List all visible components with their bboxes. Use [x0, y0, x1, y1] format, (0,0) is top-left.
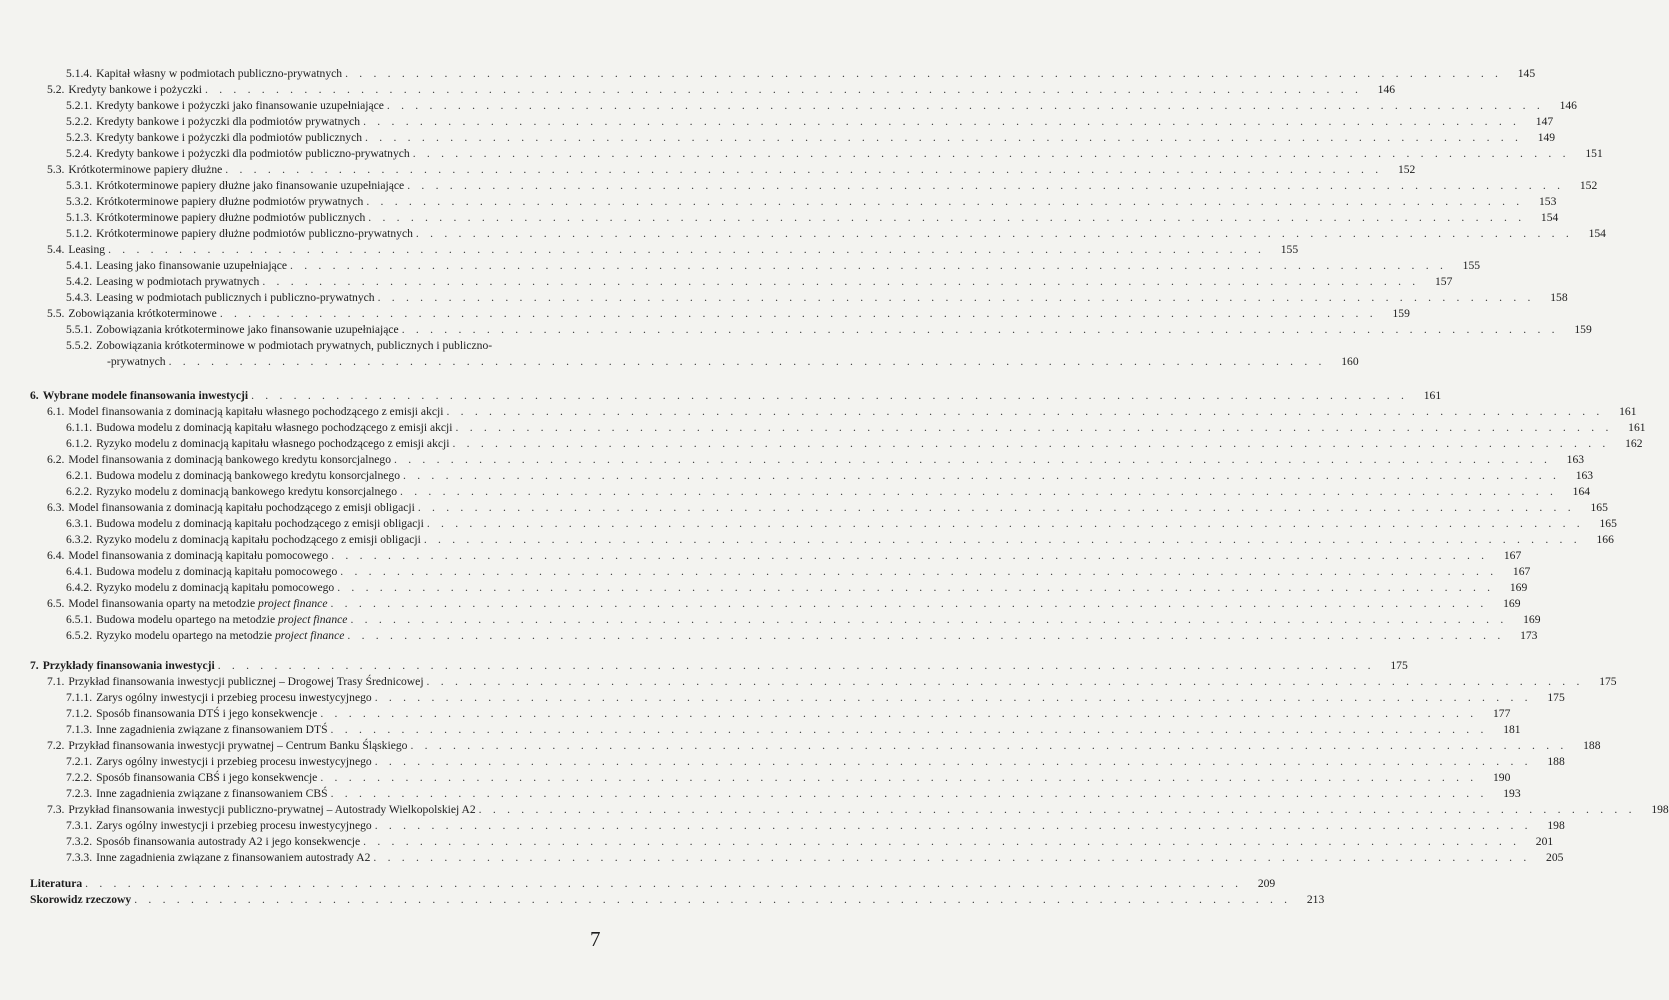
- toc-entry[interactable]: [66, 210, 1559, 226]
- entry-title: Budowa modelu z dominacją kapitału pochodzącego z emisji obligacji: [96, 517, 424, 530]
- entry-number: 7.2.: [47, 739, 65, 752]
- dot-leader: . . . . . . . . . . . . . . . . . . . . . . . . . . . . . . . . . . . . . . . . . . . . . . . . . . . . . . . . . . . . . . . . . . . . . . . . . . . . . . . . . .: [423, 533, 1581, 546]
- entry-number: 6.4.2.: [66, 581, 93, 594]
- entry-title: Sposób finansowania DTŚ i jego konsekwencje: [96, 707, 318, 720]
- entry-page: 147: [1535, 115, 1554, 128]
- entry-page: 175: [1599, 675, 1617, 688]
- entry-title: Leasing w podmiotach prywatnych: [96, 275, 260, 288]
- entry-title: Zobowiązania krótkoterminowe jako finansowanie uzupełniające: [96, 323, 399, 336]
- entry-number: 6.5.2.: [66, 629, 93, 642]
- entry-page: 177: [1492, 707, 1511, 720]
- entry-number: 7.1.1.: [66, 691, 93, 704]
- entry-number: 6.2.2.: [66, 485, 93, 498]
- italic-term: project finance: [278, 613, 348, 626]
- entry-title: -prywatnych: [107, 355, 166, 368]
- dot-leader: . . . . . . . . . . . . . . . . . . . . . . . . . . . . . . . . . . . . . . . . . . . . . . . . . . . . . . . . . . . . . . . . . . . . . . . . . . . . . . . . . .: [134, 893, 1292, 906]
- dot-leader: . . . . . . . . . . . . . . . . . . . . . . . . . . . . . . . . . . . . . . . . . . . . . . . . . . . . . . . . . . . . . . . . . . . . . . . . . . . . . . . . . .: [368, 211, 1526, 224]
- entry-page: 193: [1503, 787, 1521, 800]
- toc-entry[interactable]: [66, 436, 1643, 452]
- dot-leader: . . . . . . . . . . . . . . . . . . . . . . . . . . . . . . . . . . . . . . . . . . . . . . . . . . . . . . . . . . . . . . . . . . . . . . . . . . . . . . . . . .: [205, 83, 1363, 96]
- dot-leader: . . . . . . . . . . . . . . . . . . . . . . . . . . . . . . . . . . . . . . . . . . . . . . . . . . . . . . . . . . . . . . . . . . . . . . . . . . . . . . . . . .: [168, 355, 1326, 368]
- toc-chapter[interactable]: [30, 388, 1442, 404]
- chapter-title: Przykłady finansowania inwestycji: [42, 659, 215, 672]
- entry-page: 169: [1509, 581, 1528, 594]
- entry-title: Ryzyko modelu z dominacją kapitału pomocowego: [96, 581, 335, 594]
- entry-page: 161: [1619, 405, 1637, 418]
- dot-leader: . . . . . . . . . . . . . . . . . . . . . . . . . . . . . . . . . . . . . . . . . . . . . . . . . . . . . . . . . . . . . . . . . . . . . . . . . . . . . . . . . .: [225, 163, 1383, 176]
- entry-page: 158: [1550, 291, 1568, 304]
- dot-leader: . . . . . . . . . . . . . . . . . . . . . . . . . . . . . . . . . . . . . . . . . . . . . . . . . . . . . . . . . . . . . . . . . . . . . . . . . . . . . . . . . .: [394, 453, 1552, 466]
- toc-entry[interactable]: [47, 162, 1416, 178]
- entry-number: 5.1.3.: [66, 211, 93, 224]
- entry-page: 167: [1503, 549, 1522, 562]
- toc-entry[interactable]: [66, 580, 1528, 596]
- dot-leader: . . . . . . . . . . . . . . . . . . . . . . . . . . . . . . . . . . . . . . . . . . . . . . . . . . . . . . . . . . . . . . . . . . . . . . . . . . . . . . . . . .: [377, 291, 1535, 304]
- entry-page: 162: [1625, 437, 1643, 450]
- dot-leader: . . . . . . . . . . . . . . . . . . . . . . . . . . . . . . . . . . . . . . . . . . . . . . . . . . . . . . . . . . . . . . . . . . . . . . . . . . . . . . . . . .: [426, 675, 1584, 688]
- toc-entry[interactable]: [66, 484, 1591, 500]
- dot-leader: . . . . . . . . . . . . . . . . . . . . . . . . . . . . . . . . . . . . . . . . . . . . . . . . . . . . . . . . . . . . . . . . . . . . . . . . . . . . . . . . . .: [330, 723, 1488, 736]
- entry-title: Zarys ogólny inwestycji i przebieg procesu inwestycyjnego: [96, 819, 372, 832]
- toc-entry[interactable]: [66, 146, 1603, 162]
- entry-title: Leasing jako finansowanie uzupełniające: [96, 259, 287, 272]
- dot-leader: . . . . . . . . . . . . . . . . . . . . . . . . . . . . . . . . . . . . . . . . . . . . . . . . . . . . . . . . . . . . . . . . . . . . . . . . . . . . . . . . . .: [320, 771, 1478, 784]
- entry-number: 6.1.: [47, 405, 65, 418]
- entry-number: 6.4.: [47, 549, 65, 562]
- dot-leader: . . . . . . . . . . . . . . . . . . . . . . . . . . . . . . . . . . . . . . . . . . . . . . . . . . . . . . . . . . . . . . . . . . . . . . . . . . . . . . . . . .: [340, 565, 1498, 578]
- entry-page: 201: [1535, 835, 1554, 848]
- dot-leader: . . . . . . . . . . . . . . . . . . . . . . . . . . . . . . . . . . . . . . . . . . . . . . . . . . . . . . . . . . . . . . . . . . . . . . . . . . . . . . . . . .: [363, 115, 1521, 128]
- entry-page: 181: [1503, 723, 1521, 736]
- entry-number: 5.4.3.: [66, 291, 93, 304]
- entry-title: Leasing: [68, 243, 106, 256]
- dot-leader: . . . . . . . . . . . . . . . . . . . . . . . . . . . . . . . . . . . . . . . . . . . . . . . . . . . . . . . . . . . . . . . . . . . . . . . . . . . . . . . . . .: [374, 691, 1532, 704]
- entry-number: 5.2.: [47, 83, 65, 96]
- entry-page: 157: [1435, 275, 1453, 288]
- entry-page: 190: [1492, 771, 1511, 784]
- toc-entry[interactable]: [66, 322, 1592, 338]
- entry-number: 5.1.2.: [66, 227, 93, 240]
- entry-title: Sposób finansowania CBŚ i jego konsekwencje: [96, 771, 318, 784]
- entry-page: 169: [1503, 597, 1521, 610]
- entry-page: 159: [1574, 323, 1592, 336]
- index-title: Skorowidz rzeczowy: [30, 893, 132, 906]
- entry-number: 6.3.1.: [66, 517, 93, 530]
- toc-entry[interactable]: [66, 850, 1564, 866]
- entry-number: 7.1.2.: [66, 707, 93, 720]
- dot-leader: . . . . . . . . . . . . . . . . . . . . . . . . . . . . . . . . . . . . . . . . . . . . . . . . . . . . . . . . . . . . . . . . . . . . . . . . . . . . . . . . . .: [330, 787, 1488, 800]
- entry-number: 5.3.2.: [66, 195, 93, 208]
- entry-page: 151: [1585, 147, 1603, 160]
- dot-leader: . . . . . . . . . . . . . . . . . . . . . . . . . . . . . . . . . . . . . . . . . . . . . . . . . . . . . . . . . . . . . . . . . . . . . . . . . . . . . . . . . .: [446, 405, 1604, 418]
- dot-leader: . . . . . . . . . . . . . . . . . . . . . . . . . . . . . . . . . . . . . . . . . . . . . . . . . . . . . . . . . . . . . . . . . . . . . . . . . . . . . . . . . .: [374, 755, 1532, 768]
- entry-page: 161: [1628, 421, 1646, 434]
- entry-number: 7.1.3.: [66, 723, 93, 736]
- dot-leader: . . . . . . . . . . . . . . . . . . . . . . . . . . . . . . . . . . . . . . . . . . . . . . . . . . . . . . . . . . . . . . . . . . . . . . . . . . . . . . . . . .: [337, 581, 1495, 594]
- entry-page: 159: [1392, 307, 1410, 320]
- entry-page: 198: [1651, 803, 1669, 816]
- entry-title: Przykład finansowania inwestycji prywatnej – Centrum Banku Śląskiego: [68, 739, 408, 752]
- entry-page: 165: [1590, 501, 1608, 514]
- entry-title: Kredyty bankowe i pożyczki dla podmiotów publicznych: [96, 131, 363, 144]
- dot-leader: . . . . . . . . . . . . . . . . . . . . . . . . . . . . . . . . . . . . . . . . . . . . . . . . . . . . . . . . . . . . . . . . . . . . . . . . . . . . . . . . . .: [262, 275, 1420, 288]
- entry-number: 6.3.2.: [66, 533, 93, 546]
- toc-entry[interactable]: [47, 674, 1617, 690]
- toc-entry[interactable]: [66, 706, 1511, 722]
- entry-number: 5.5.2.: [66, 339, 93, 352]
- entry-number: 6.4.1.: [66, 565, 93, 578]
- entry-title: Budowa modelu z dominacją bankowego kredytu konsorcjalnego: [96, 469, 401, 482]
- entry-number: 5.4.1.: [66, 259, 93, 272]
- entry-page: 161: [1423, 389, 1442, 402]
- dot-leader: . . . . . . . . . . . . . . . . . . . . . . . . . . . . . . . . . . . . . . . . . . . . . . . . . . . . . . . . . . . . . . . . . . . . . . . . . . . . . . . . . .: [219, 307, 1377, 320]
- entry-number: 5.5.1.: [66, 323, 93, 336]
- dot-leader: . . . . . . . . . . . . . . . . . . . . . . . . . . . . . . . . . . . . . . . . . . . . . . . . . . . . . . . . . . . . . . . . . . . . . . . . . . . . . . . . . .: [374, 819, 1532, 832]
- entry-title: Ryzyko modelu z dominacją kapitału własnego pochodzącego z emisji akcji: [96, 437, 450, 450]
- toc-chapter[interactable]: [30, 658, 1408, 674]
- toc-entry[interactable]: [47, 242, 1299, 258]
- chapter-title: Wybrane modele finansowania inwestycji: [42, 389, 249, 402]
- entry-title: Sposób finansowania autostrady A2 i jego konsekwencje: [96, 835, 361, 848]
- entry-number: 7.2.3.: [66, 787, 93, 800]
- entry-number: 6.1.1.: [66, 421, 93, 434]
- dot-leader: . . . . . . . . . . . . . . . . . . . . . . . . . . . . . . . . . . . . . . . . . . . . . . . . . . . . . . . . . . . . . . . . . . . . . . . . . . . . . . . . . .: [108, 243, 1266, 256]
- entry-page: 152: [1397, 163, 1416, 176]
- toc-entry[interactable]: [66, 564, 1531, 580]
- dot-leader: . . . . . . . . . . . . . . . . . . . . . . . . . . . . . . . . . . . . . . . . . . . . . . . . . . . . . . . . . . . . . . . . . . . . . . . . . . . . . . . . . .: [366, 195, 1524, 208]
- toc-entry[interactable]: [66, 258, 1481, 274]
- entry-page: 146: [1377, 83, 1396, 96]
- toc-entry[interactable]: [66, 114, 1554, 130]
- entry-page: 163: [1575, 469, 1594, 482]
- entry-title: Przykład finansowania inwestycji publicznej – Drogowej Trasy Średnicowej: [68, 675, 424, 688]
- entry-number: 7.3.3.: [66, 851, 93, 864]
- entry-page: 165: [1599, 517, 1617, 530]
- entry-number: 5.2.3.: [66, 131, 93, 144]
- dot-leader: . . . . . . . . . . . . . . . . . . . . . . . . . . . . . . . . . . . . . . . . . . . . . . . . . . . . . . . . . . . . . . . . . . . . . . . . . . . . . . . . . .: [320, 707, 1478, 720]
- dot-leader: . . . . . . . . . . . . . . . . . . . . . . . . . . . . . . . . . . . . . . . . . . . . . . . . . . . . . . . . . . . . . . . . . . . . . . . . . . . . . . . . . .: [400, 485, 1558, 498]
- toc-entry[interactable]: [66, 226, 1606, 242]
- dot-leader: . . . . . . . . . . . . . . . . . . . . . . . . . . . . . . . . . . . . . . . . . . . . . . . . . . . . . . . . . . . . . . . . . . . . . . . . . . . . . . . . . .: [331, 549, 1489, 562]
- entry-page: 213: [1306, 893, 1325, 906]
- entry-title: Kredyty bankowe i pożyczki dla podmiotów prywatnych: [96, 115, 361, 128]
- entry-title: Zarys ogólny inwestycji i przebieg procesu inwestycyjnego: [96, 691, 372, 704]
- dot-leader: . . . . . . . . . . . . . . . . . . . . . . . . . . . . . . . . . . . . . . . . . . . . . . . . . . . . . . . . . . . . . . . . . . . . . . . . . . . . . . . . . .: [217, 659, 1375, 672]
- entry-number: 5.3.1.: [66, 179, 93, 192]
- entry-page: 153: [1538, 195, 1557, 208]
- entry-title: Kapitał własny w podmiotach publiczno-prywatnych: [96, 67, 343, 80]
- entry-title: Model finansowania z dominacją kapitału własnego pochodzącego z emisji akcji: [68, 405, 444, 418]
- entry-title: Zarys ogólny inwestycji i przebieg procesu inwestycyjnego: [96, 755, 372, 768]
- entry-page: 155: [1280, 243, 1299, 256]
- entry-number: 5.4.: [47, 243, 65, 256]
- entry-number: 6.5.: [47, 597, 65, 610]
- toc-entry[interactable]: [66, 690, 1565, 706]
- toc-entry[interactable]: [66, 628, 1538, 644]
- entry-page: 164: [1572, 485, 1591, 498]
- entry-title: Model finansowania z dominacją kapitału pochodzącego z emisji obligacji: [68, 501, 415, 514]
- entry-title: Krótkoterminowe papiery dłużne: [68, 163, 223, 176]
- dot-leader: . . . . . . . . . . . . . . . . . . . . . . . . . . . . . . . . . . . . . . . . . . . . . . . . . . . . . . . . . . . . . . . . . . . . . . . . . . . . . . . . . .: [417, 501, 1575, 514]
- entry-number: 7.1.: [47, 675, 65, 688]
- toc-entry[interactable]: [66, 722, 1521, 738]
- dot-leader: . . . . . . . . . . . . . . . . . . . . . . . . . . . . . . . . . . . . . . . . . . . . . . . . . . . . . . . . . . . . . . . . . . . . . . . . . . . . . . . . . .: [251, 389, 1409, 402]
- dot-leader: . . . . . . . . . . . . . . . . . . . . . . . . . . . . . . . . . . . . . . . . . . . . . . . . . . . . . . . . . . . . . . . . . . . . . . . . . . . . . . . . . .: [347, 629, 1505, 642]
- entry-title: Inne zagadnienia związane z finansowaniem CBŚ: [96, 787, 328, 800]
- toc-entry[interactable]: [47, 802, 1669, 818]
- entry-page: 163: [1566, 453, 1585, 466]
- dot-leader: . . . . . . . . . . . . . . . . . . . . . . . . . . . . . . . . . . . . . . . . . . . . . . . . . . . . . . . . . . . . . . . . . . . . . . . . . . . . . . . . . .: [85, 877, 1243, 890]
- entry-page: 205: [1546, 851, 1564, 864]
- entry-page: 188: [1583, 739, 1601, 752]
- entry-title: Ryzyko modelu z dominacją kapitału pochodzącego z emisji obligacji: [96, 533, 421, 546]
- dot-leader: . . . . . . . . . . . . . . . . . . . . . . . . . . . . . . . . . . . . . . . . . . . . . . . . . . . . . . . . . . . . . . . . . . . . . . . . . . . . . . . . . .: [386, 99, 1544, 112]
- entry-page: 155: [1462, 259, 1481, 272]
- dot-leader: . . . . . . . . . . . . . . . . . . . . . . . . . . . . . . . . . . . . . . . . . . . . . . . . . . . . . . . . . . . . . . . . . . . . . . . . . . . . . . . . . .: [365, 131, 1523, 144]
- entry-page: 198: [1547, 819, 1565, 832]
- entry-number: 7.2.1.: [66, 755, 93, 768]
- dot-leader: . . . . . . . . . . . . . . . . . . . . . . . . . . . . . . . . . . . . . . . . . . . . . . . . . . . . . . . . . . . . . . . . . . . . . . . . . . . . . . . . . .: [350, 613, 1508, 626]
- entry-number: 5.2.2.: [66, 115, 93, 128]
- entry-title: Kredyty bankowe i pożyczki dla podmiotów publiczno-prywatnych: [96, 147, 410, 160]
- entry-number: 5.2.4.: [66, 147, 93, 160]
- dot-leader: . . . . . . . . . . . . . . . . . . . . . . . . . . . . . . . . . . . . . . . . . . . . . . . . . . . . . . . . . . . . . . . . . . . . . . . . . . . . . . . . . .: [403, 469, 1561, 482]
- toc-entry[interactable]: [47, 548, 1522, 564]
- entry-title: Krótkoterminowe papiery dłużne jako finansowanie uzupełniające: [96, 179, 405, 192]
- entry-title: Kredyty bankowe i pożyczki jako finansowanie uzupełniające: [96, 99, 384, 112]
- entry-title: Budowa modelu z dominacją kapitału własnego pochodzącego z emisji akcji: [96, 421, 453, 434]
- toc-entry[interactable]: [66, 338, 601, 354]
- italic-term: project finance: [258, 597, 328, 610]
- entry-title: Model finansowania z dominacją bankowego kredytu konsorcjalnego: [68, 453, 391, 466]
- dot-leader: . . . . . . . . . . . . . . . . . . . . . . . . . . . . . . . . . . . . . . . . . . . . . . . . . . . . . . . . . . . . . . . . . . . . . . . . . . . . . . . . . .: [407, 179, 1565, 192]
- entry-page: 167: [1512, 565, 1531, 578]
- toc-entry[interactable]: [66, 420, 1646, 436]
- entry-number: 5.2.1.: [66, 99, 93, 112]
- entry-page: 175: [1547, 691, 1565, 704]
- toc-entry[interactable]: [66, 786, 1521, 802]
- entry-number: 7.3.1.: [66, 819, 93, 832]
- entry-number: 6.5.1.: [66, 613, 93, 626]
- entry-number: 5.1.4.: [66, 67, 93, 80]
- entry-page: 154: [1540, 211, 1559, 224]
- toc-entry[interactable]: [66, 98, 1577, 114]
- toc-entry[interactable]: [66, 612, 1541, 628]
- toc-entry[interactable]: [47, 452, 1585, 468]
- entry-title: Inne zagadnienia związane z finansowaniem autostrady A2: [96, 851, 371, 864]
- entry-number: 6.3.: [47, 501, 65, 514]
- entry-title: Model finansowania z dominacją kapitału pomocowego: [68, 549, 329, 562]
- entry-page: 154: [1588, 227, 1606, 240]
- entry-title: Ryzyko modelu opartego na metodzie project finance: [96, 629, 345, 642]
- entry-number: 7.3.: [47, 803, 65, 816]
- entry-page: 188: [1547, 755, 1565, 768]
- toc-entry[interactable]: [47, 306, 1410, 322]
- entry-title: Zobowiązania krótkoterminowe w podmiotach prywatnych, publicznych i publiczno-: [96, 339, 493, 352]
- toc-entry[interactable]: [47, 738, 1601, 754]
- toc-entry[interactable]: [66, 754, 1565, 770]
- dot-leader: . . . . . . . . . . . . . . . . . . . . . . . . . . . . . . . . . . . . . . . . . . . . . . . . . . . . . . . . . . . . . . . . . . . . . . . . . . . . . . . . . .: [373, 851, 1531, 864]
- entry-title: Inne zagadnienia związane z finansowaniem DTŚ: [96, 723, 328, 736]
- toc-entry[interactable]: [66, 818, 1565, 834]
- entry-number: 6.2.: [47, 453, 65, 466]
- entry-number: 7.2.2.: [66, 771, 93, 784]
- toc-entry[interactable]: [66, 468, 1594, 484]
- entry-page: 166: [1596, 533, 1614, 546]
- entry-title: Budowa modelu opartego na metodzie project finance: [96, 613, 348, 626]
- italic-term: project finance: [274, 629, 345, 642]
- dot-leader: . . . . . . . . . . . . . . . . . . . . . . . . . . . . . . . . . . . . . . . . . . . . . . . . . . . . . . . . . . . . . . . . . . . . . . . . . . . . . . . . . .: [455, 421, 1613, 434]
- entry-title: Przykład finansowania inwestycji publiczno-prywatnej – Autostrady Wielkopolskiej A2: [68, 803, 476, 816]
- toc-entry[interactable]: [47, 596, 1521, 612]
- entry-number: 7.3.2.: [66, 835, 93, 848]
- dot-leader: . . . . . . . . . . . . . . . . . . . . . . . . . . . . . . . . . . . . . . . . . . . . . . . . . . . . . . . . . . . . . . . . . . . . . . . . . . . . . . . . . .: [415, 227, 1573, 240]
- toc-entry[interactable]: [66, 274, 1453, 290]
- entry-number: 6.2.1.: [66, 469, 93, 482]
- entry-title: Krótkoterminowe papiery dłużne podmiotów prywatnych: [96, 195, 364, 208]
- toc-index[interactable]: [30, 892, 1325, 908]
- toc-entry[interactable]: [66, 290, 1568, 306]
- entry-title: Zobowiązania krótkoterminowe: [68, 307, 217, 320]
- entry-title: Budowa modelu z dominacją kapitału pomocowego: [96, 565, 338, 578]
- toc-entry[interactable]: [66, 130, 1556, 146]
- entry-page: 146: [1559, 99, 1577, 112]
- chapter-number: 6.: [30, 389, 39, 402]
- dot-leader: . . . . . . . . . . . . . . . . . . . . . . . . . . . . . . . . . . . . . . . . . . . . . . . . . . . . . . . . . . . . . . . . . . . . . . . . . . . . . . . . . .: [290, 259, 1448, 272]
- entry-title: Krótkoterminowe papiery dłużne podmiotów publicznych: [96, 211, 366, 224]
- toc-entry[interactable]: [66, 770, 1511, 786]
- toc-entry-continuation[interactable]: [103, 354, 1359, 370]
- dot-leader: . . . . . . . . . . . . . . . . . . . . . . . . . . . . . . . . . . . . . . . . . . . . . . . . . . . . . . . . . . . . . . . . . . . . . . . . . . . . . . . . . .: [412, 147, 1570, 160]
- page-number: 7: [590, 927, 601, 951]
- toc-entry[interactable]: [66, 834, 1554, 850]
- entry-page: 169: [1523, 613, 1541, 626]
- dot-leader: . . . . . . . . . . . . . . . . . . . . . . . . . . . . . . . . . . . . . . . . . . . . . . . . . . . . . . . . . . . . . . . . . . . . . . . . . . . . . . . . . .: [452, 437, 1610, 450]
- chapter-number: 7.: [30, 659, 39, 672]
- dot-leader: . . . . . . . . . . . . . . . . . . . . . . . . . . . . . . . . . . . . . . . . . . . . . . . . . . . . . . . . . . . . . . . . . . . . . . . . . . . . . . . . . .: [426, 517, 1584, 530]
- toc-entry[interactable]: [66, 532, 1614, 548]
- toc-entry[interactable]: [66, 194, 1557, 210]
- dot-leader: . . . . . . . . . . . . . . . . . . . . . . . . . . . . . . . . . . . . . . . . . . . . . . . . . . . . . . . . . . . . . . . . . . . . . . . . . . . . . . . . . .: [363, 835, 1521, 848]
- entry-page: 209: [1257, 877, 1276, 890]
- dot-leader: . . . . . . . . . . . . . . . . . . . . . . . . . . . . . . . . . . . . . . . . . . . . . . . . . . . . . . . . . . . . . . . . . . . . . . . . . . . . . . . . . .: [330, 597, 1488, 610]
- entry-page: 160: [1341, 355, 1359, 368]
- entry-number: 5.5.: [47, 307, 65, 320]
- entry-number: 5.3.: [47, 163, 65, 176]
- entry-title: Kredyty bankowe i pożyczki: [68, 83, 202, 96]
- entry-title: Krótkoterminowe papiery dłużne podmiotów publiczno-prywatnych: [96, 227, 413, 240]
- entry-page: 175: [1390, 659, 1408, 672]
- toc-entry[interactable]: [47, 82, 1396, 98]
- entry-page: 152: [1579, 179, 1598, 192]
- toc-entry[interactable]: [66, 66, 1536, 82]
- entry-page: 145: [1517, 67, 1536, 80]
- dot-leader: . . . . . . . . . . . . . . . . . . . . . . . . . . . . . . . . . . . . . . . . . . . . . . . . . . . . . . . . . . . . . . . . . . . . . . . . . . . . . . . . . .: [345, 67, 1503, 80]
- toc-entry[interactable]: [66, 516, 1617, 532]
- entry-number: 5.4.2.: [66, 275, 93, 288]
- toc-entry[interactable]: [47, 404, 1637, 420]
- entry-page: 149: [1537, 131, 1556, 144]
- toc-entry[interactable]: [47, 500, 1608, 516]
- entry-page: 173: [1520, 629, 1538, 642]
- toc-literature[interactable]: [30, 876, 1276, 892]
- entry-title: Ryzyko modelu z dominacją bankowego kredytu konsorcjalnego: [96, 485, 397, 498]
- entry-title: Leasing w podmiotach publicznych i publiczno-prywatnych: [96, 291, 375, 304]
- literature-title: Literatura: [30, 877, 83, 890]
- entry-title: Model finansowania oparty na metodzie project finance: [68, 597, 328, 610]
- dot-leader: . . . . . . . . . . . . . . . . . . . . . . . . . . . . . . . . . . . . . . . . . . . . . . . . . . . . . . . . . . . . . . . . . . . . . . . . . . . . . . . . . .: [478, 803, 1636, 816]
- toc-entry[interactable]: [66, 178, 1598, 194]
- dot-leader: . . . . . . . . . . . . . . . . . . . . . . . . . . . . . . . . . . . . . . . . . . . . . . . . . . . . . . . . . . . . . . . . . . . . . . . . . . . . . . . . . .: [410, 739, 1568, 752]
- dot-leader: . . . . . . . . . . . . . . . . . . . . . . . . . . . . . . . . . . . . . . . . . . . . . . . . . . . . . . . . . . . . . . . . . . . . . . . . . . . . . . . . . .: [401, 323, 1559, 336]
- entry-number: 6.1.2.: [66, 437, 93, 450]
